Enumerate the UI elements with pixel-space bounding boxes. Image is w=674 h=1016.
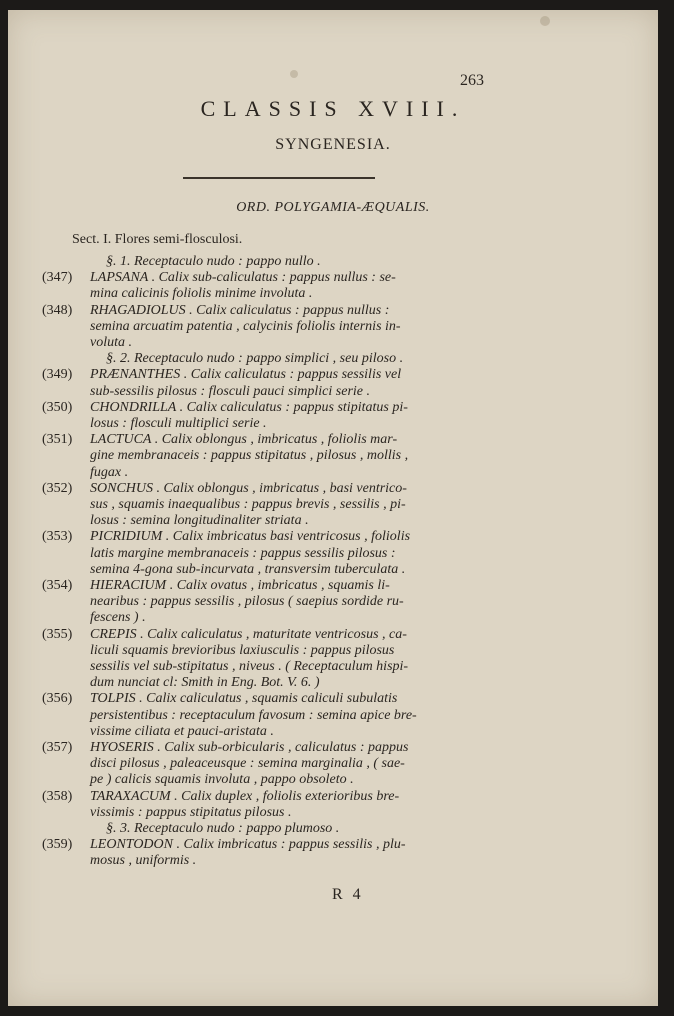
entry-line: §. 1. Receptaculo nudo : pappo nullo . xyxy=(106,254,321,269)
entry-number: (349) xyxy=(42,367,73,383)
entry-line: TOLPIS . Calix caliculatus , squamis caliculi subulatis xyxy=(90,691,398,707)
entry-line: semina arcuatim patentia , calycinis foliolis internis in- xyxy=(90,318,401,334)
order-title: ORD. POLYGAMIA-ÆQUALIS. xyxy=(236,200,430,215)
entry-number: (357) xyxy=(42,740,73,755)
entry-line: nearibus : pappus sessilis , pilosus ( saepius sordide ru- xyxy=(90,594,404,610)
entry-line: HIERACIUM . Calix ovatus , imbricatus , squamis li- xyxy=(90,578,390,593)
entry-number: (352) xyxy=(42,480,73,496)
entry-line: §. 2. Receptaculo nudo : pappo simplici , seu piloso . xyxy=(106,351,404,367)
entry-line: sub-sessilis pilosus : flosculi pauci simplici serie . xyxy=(90,383,370,399)
entry-line: PICRIDIUM . Calix imbricatus basi ventricosus , foliolis xyxy=(90,529,411,545)
entry-line: HYOSERIS . Calix sub-orbicularis , caliculatus : pappus xyxy=(90,740,409,755)
entry-line: sessilis vel sub-stipitatus , niveus . ( Receptaculum hispi- xyxy=(90,659,409,674)
entry-line: mosus , uniformis . xyxy=(90,853,197,869)
entry-number: (347) xyxy=(42,270,73,286)
entry-number: (350) xyxy=(42,399,73,415)
entry-line: dum nunciat cl: Smith in Eng. Bot. V. 6. ) xyxy=(90,675,320,691)
entry-line: voluta . xyxy=(90,335,132,350)
entry-line: liculi squamis brevioribus laxiusculis : pappus pilosus xyxy=(90,642,395,658)
entry-line: persistentibus : receptaculum favosum : semina apice bre- xyxy=(90,707,417,723)
entry-line: LACTUCA . Calix oblongus , imbricatus , foliolis mar- xyxy=(90,432,398,448)
ink-spot xyxy=(290,70,298,78)
divider-rule xyxy=(183,177,375,179)
signature-mark: R 4 xyxy=(332,886,364,903)
entry-line: gine membranaceis : pappus stipitatus , pilosus , mollis , xyxy=(90,448,409,464)
ink-spot xyxy=(540,16,550,26)
entry-line: PRÆNANTHES . Calix caliculatus : pappus sessilis vel xyxy=(90,367,402,383)
entry-number: (353) xyxy=(42,529,73,545)
entry-number: (348) xyxy=(42,302,73,318)
subtitle: SYNGENESIA. xyxy=(275,136,391,153)
entry-line: mina calicinis foliolis minime involuta . xyxy=(90,286,313,302)
entry-number: (354) xyxy=(42,578,73,593)
entry-number: (358) xyxy=(42,788,73,804)
entry-line: LEONTODON . Calix imbricatus : pappus sessilis , plu- xyxy=(90,837,406,853)
page-number: 263 xyxy=(460,72,484,89)
entry-number: (355) xyxy=(42,626,73,642)
entry-line: CREPIS . Calix caliculatus , maturitate ventricosus , ca- xyxy=(90,626,407,642)
entry-line: vissimis : pappus stipitatus pilosus . xyxy=(90,804,292,820)
entry-line: semina 4-gona sub-incurvata , transversim tuberculata . xyxy=(90,561,406,577)
entry-line: LAPSANA . Calix sub-caliculatus : pappus nullus : se- xyxy=(90,270,396,286)
entry-line: RHAGADIOLUS . Calix caliculatus : pappus nullus : xyxy=(90,302,390,318)
book-page xyxy=(8,10,658,1006)
entry-line: §. 3. Receptaculo nudo : pappo plumoso . xyxy=(106,821,340,836)
entry-number: (359) xyxy=(42,837,73,853)
class-title: CLASSIS XVIII. xyxy=(200,96,466,121)
entry-line: losus : flosculi multiplici serie . xyxy=(90,416,267,431)
entry-line: fugax . xyxy=(90,464,129,480)
entry-line: vissime ciliata et pauci-aristata . xyxy=(90,723,274,739)
entry-line: TARAXACUM . Calix duplex , foliolis exterioribus bre- xyxy=(90,788,400,804)
entry-line: disci pilosus , paleaceusque : semina marginalia , ( sae- xyxy=(90,756,405,772)
entry-line: sus , squamis inaequalibus : pappus brevis , sessilis , pi- xyxy=(90,497,406,512)
entry-line: latis margine membranaceis : pappus sessilis pilosus : xyxy=(90,545,396,561)
entry-line: fescens ) . xyxy=(90,610,146,626)
entry-number: (351) xyxy=(42,432,73,448)
entry-number: (356) xyxy=(42,691,73,707)
entry-line: SONCHUS . Calix oblongus , imbricatus , basi ventrico- xyxy=(90,480,407,496)
entry-line: CHONDRILLA . Calix caliculatus : pappus stipitatus pi- xyxy=(90,399,408,415)
entry-line: pe ) calicis squamis involuta , pappo obsoleto . xyxy=(90,772,354,788)
section-title: Sect. I. Flores semi-flosculosi. xyxy=(72,232,243,247)
entry-line: losus : semina longitudinaliter striata . xyxy=(90,513,309,529)
